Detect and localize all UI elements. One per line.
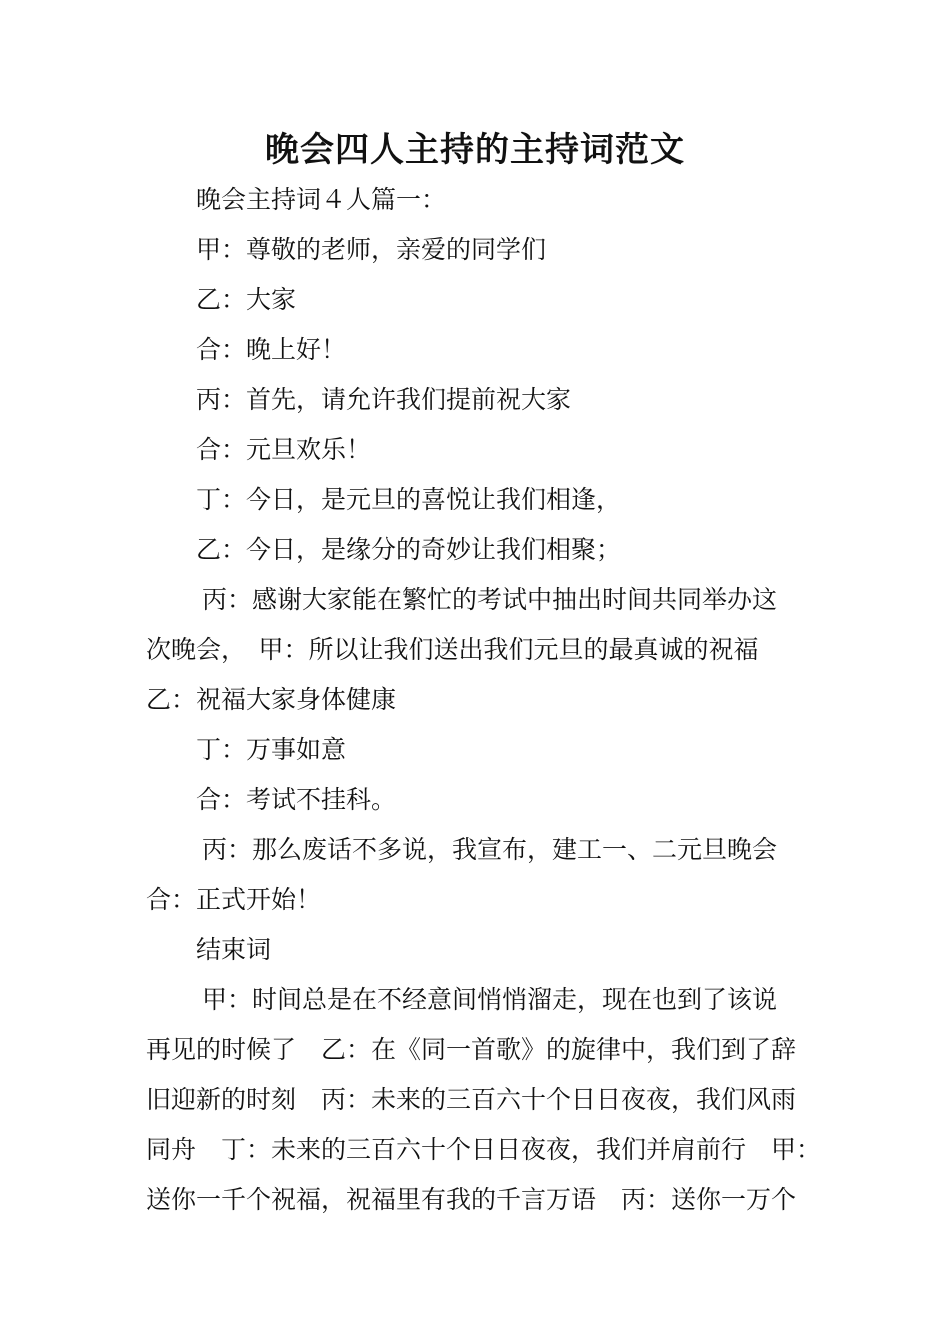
paragraph-line: 再见的时候了 乙：在《同一首歌》的旋律中，我们到了辞	[146, 1035, 797, 1064]
paragraph-line: 丙：感谢大家能在繁忙的考试中抽出时间共同举办这	[202, 585, 778, 614]
paragraph-line: 丙：首先，请允许我们提前祝大家	[196, 385, 572, 414]
paragraph-line: 旧迎新的时刻 丙：未来的三百六十个日日夜夜，我们风雨	[146, 1085, 797, 1114]
paragraph-line: 合：考试不挂科。	[196, 785, 397, 814]
paragraph-line: 晚会主持词４人篇一：	[196, 185, 447, 214]
paragraph-line: 合：元旦欢乐！	[196, 435, 372, 464]
paragraph-line: 次晚会， 甲：所以让我们送出我们元旦的最真诚的祝福	[146, 635, 759, 664]
document-body	[146, 175, 826, 1225]
paragraph-line: 结束词	[196, 935, 272, 964]
paragraph-line: 合：晚上好！	[196, 335, 347, 364]
paragraph-line: 合：正式开始！	[146, 885, 322, 914]
paragraph-line: 乙：大家	[196, 285, 297, 314]
paragraph-line: 甲：尊敬的老师，亲爱的同学们	[196, 235, 547, 264]
paragraph-line: 送你一千个祝福，祝福里有我的千言万语 丙：送你一万个	[146, 1185, 797, 1214]
paragraph-line: 甲：时间总是在不经意间悄悄溜走，现在也到了该说	[202, 985, 778, 1014]
paragraph-line: 乙：今日，是缘分的奇妙让我们相聚；	[196, 535, 622, 564]
paragraph-line: 丁：万事如意	[196, 735, 347, 764]
paragraph-line: 乙：祝福大家身体健康	[146, 685, 397, 714]
paragraph-line: 同舟 丁：未来的三百六十个日日夜夜，我们并肩前行 甲：	[146, 1135, 822, 1164]
paragraph-line: 丁：今日，是元旦的喜悦让我们相逢，	[196, 485, 622, 514]
document-title: 晚会四人主持的主持词范文	[265, 130, 685, 170]
paragraph-line: 丙：那么废话不多说，我宣布，建工一、二元旦晚会	[202, 835, 778, 864]
